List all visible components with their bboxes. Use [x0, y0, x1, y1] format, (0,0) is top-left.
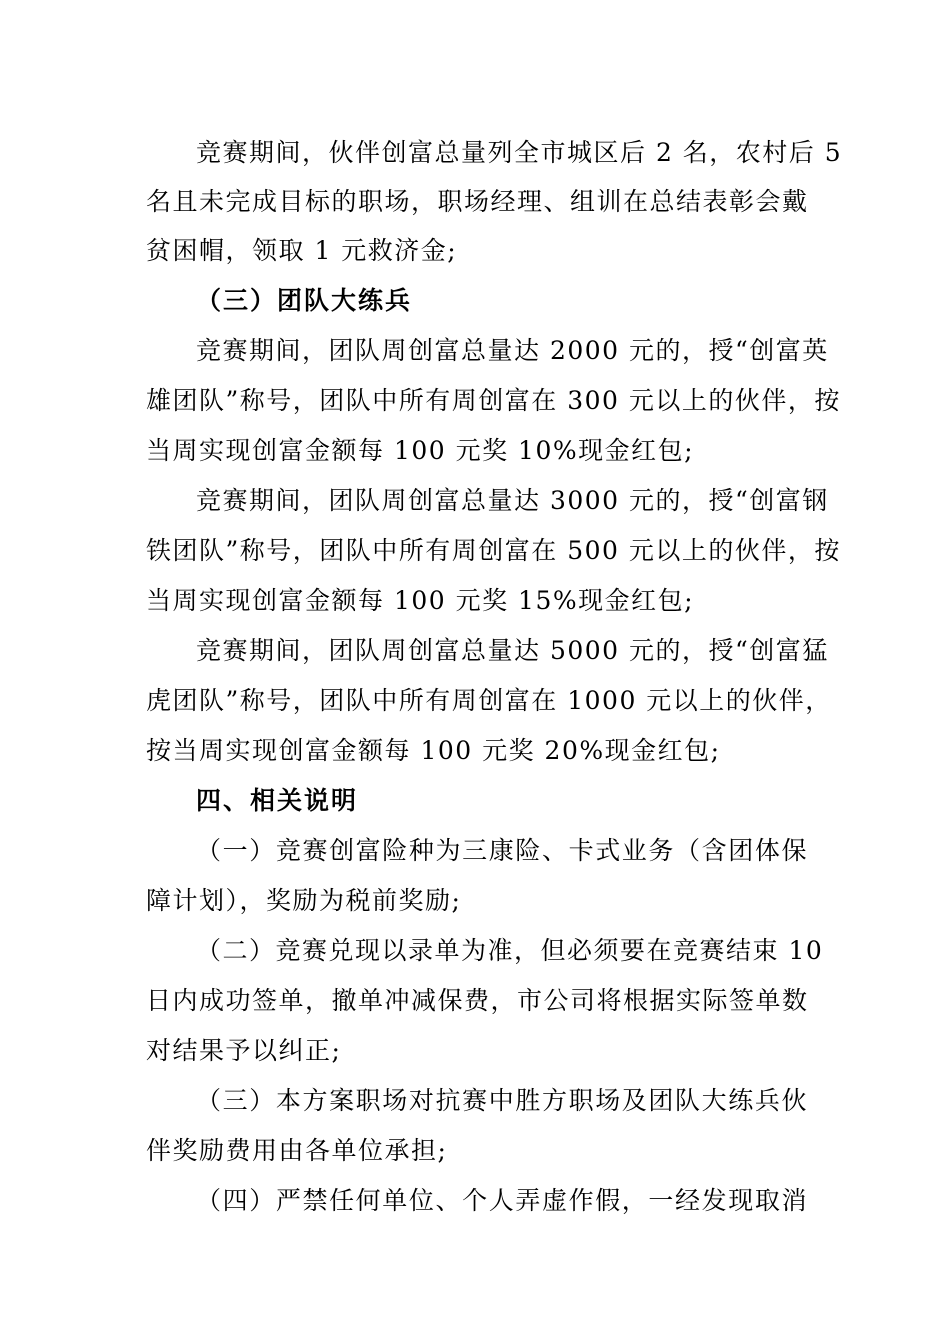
paragraph-line: 竞赛期间，团队周创富总量达 2000 元的，授“创富英	[196, 336, 829, 365]
paragraph-line: （四）严禁任何单位、个人弄虚作假，一经发现取消	[196, 1186, 808, 1215]
paragraph-line: 虎团队”称号，团队中所有周创富在 1000 元以上的伙伴，	[146, 686, 832, 715]
paragraph-line: 竞赛期间，团队周创富总量达 5000 元的，授“创富猛	[196, 636, 829, 665]
paragraph-line: （三）本方案职场对抗赛中胜方职场及团队大练兵伙	[196, 1086, 808, 1115]
paragraph-line: 贫困帽，领取 1 元救济金;	[146, 236, 458, 265]
paragraph-line: 当周实现创富金额每 100 元奖 10%现金红包;	[146, 436, 695, 465]
paragraph-line: （一）竞赛创富险种为三康险、卡式业务（含团体保	[196, 836, 808, 865]
paragraph-line: 雄团队”称号，团队中所有周创富在 300 元以上的伙伴，按	[146, 386, 841, 415]
paragraph-line: 伴奖励费用由各单位承担;	[146, 1136, 448, 1165]
paragraph-line: 铁团队”称号，团队中所有周创富在 500 元以上的伙伴，按	[146, 536, 841, 565]
paragraph-line: 障计划），奖励为税前奖励;	[146, 886, 462, 915]
paragraph-line: 名且未完成目标的职场，职场经理、组训在总结表彰会戴	[146, 187, 809, 216]
paragraph-line: 日内成功签单，撤单冲减保费，市公司将根据实际签单数	[146, 986, 809, 1015]
section-heading: 四、相关说明	[196, 786, 359, 815]
paragraph-line: 按当周实现创富金额每 100 元奖 20%现金红包;	[146, 736, 721, 765]
paragraph-line: 竞赛期间，团队周创富总量达 3000 元的，授“创富钢	[196, 486, 829, 515]
paragraph-line: （二）竞赛兑现以录单为准，但必须要在竞赛结束 10	[196, 936, 824, 965]
paragraph-line: 竞赛期间，伙伴创富总量列全市城区后 2 名，农村后 5	[196, 138, 843, 167]
paragraph-line: 当周实现创富金额每 100 元奖 15%现金红包;	[146, 586, 695, 615]
paragraph-line: 对结果予以纠正;	[146, 1036, 342, 1065]
section-heading: （三）团队大练兵	[196, 286, 413, 315]
